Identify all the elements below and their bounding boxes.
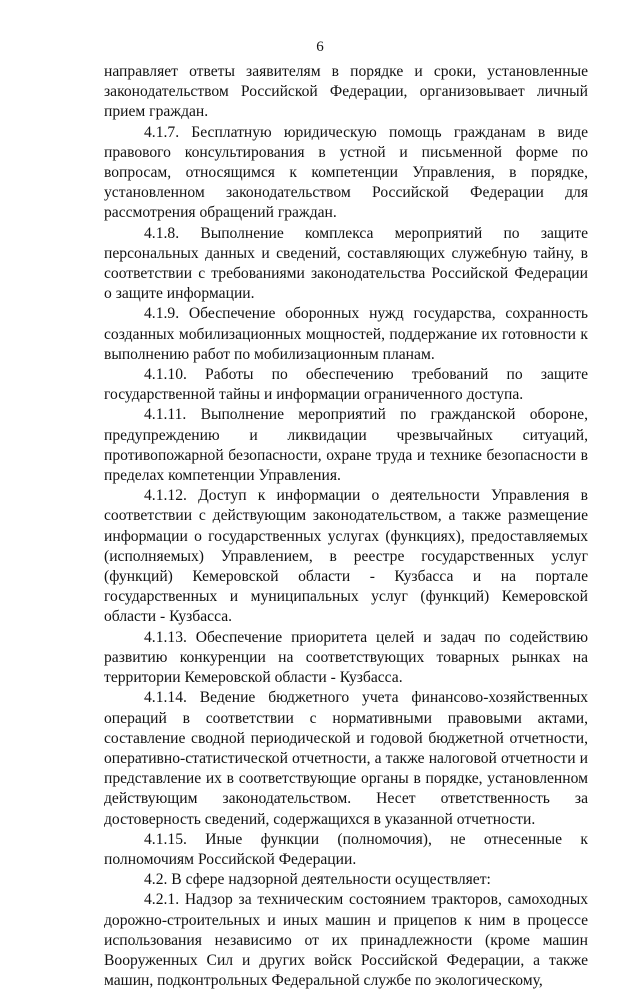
- paragraph-4-1-11: 4.1.11. Выполнение мероприятий по гражданской обороне, предупреждению и ликвидации чрезвычайных ситуаций, противопожарной безопасности, охране труда и технике безопасности в пределах компетенции Управления.: [104, 406, 588, 485]
- paragraph-4-2-1: 4.2.1. Надзор за техническим состоянием тракторов, самоходных дорожно-строительных и иных машин и прицепов к ним в процессе использования независимо от их принадлежности (кроме машин Вооруженных Сил и других войск Российской Федерации, а также машин, подконтрольных Федеральной службе по экологическому,: [104, 891, 588, 990]
- paragraph-4-1-10: 4.1.10. Работы по обеспечению требований по защите государственной тайны и информации ограниченного доступа.: [104, 366, 588, 404]
- paragraph-continuation: направляет ответы заявителям в порядке и сроки, установленные законодательством Российской Федерации, организовывает личный прием граждан.: [104, 63, 588, 121]
- paragraph-4-1-14: 4.1.14. Ведение бюджетного учета финансово-хозяйственных операций в соответствии с нормативными правовыми актами, составление сводной периодической и годовой бюджетной отчетности, оперативно-статистической отчетности, а также налоговой отчетности и представление их в соответствующие органы в порядке, установленном действующим законодательством. Несет ответственность за достоверность сведений, содержащихся в указанной отчетности.: [104, 689, 588, 828]
- paragraph-4-1-7: 4.1.7. Бесплатную юридическую помощь гражданам в виде правового консультирования в устной и письменной форме по вопросам, относящимся к компетенции Управления, в порядке, установленном законодательством Российской Федерации для рассмотрения обращений граждан.: [104, 123, 588, 222]
- paragraph-4-1-13: 4.1.13. Обеспечение приоритета целей и задач по содействию развитию конкуренции на соответствующих товарных рынках на территории Кемеровской области - Кузбасса.: [104, 628, 588, 687]
- page-number: 6: [316, 39, 324, 55]
- paragraph-4-2: 4.2. В сфере надзорной деятельности осуществляет:: [144, 871, 491, 889]
- paragraph-4-1-12: 4.1.12. Доступ к информации о деятельности Управления в соответствии с действующим законодательством, а также размещение информации о государственных услугах (функциях), предоставляемых (исполняемых) Управлением, в реестре государственных услуг (функций) Кемеровской области - Кузбасса и на портале государственных и муниципальных услуг (функций) Кемеровской области - Кузбасса.: [104, 487, 588, 626]
- document-body: [104, 62, 588, 991]
- paragraph-4-1-8: 4.1.8. Выполнение комплекса мероприятий по защите персональных данных и сведений, составляющих служебную тайну, в соответствии с требованиями законодательства Российской Федерации о защите информации.: [104, 224, 588, 303]
- paragraph-4-1-9: 4.1.9. Обеспечение оборонных нужд государства, сохранность созданных мобилизационных мощностей, поддержание их готовности к выполнению работ по мобилизационным планам.: [104, 305, 588, 363]
- paragraph-4-1-15: 4.1.15. Иные функции (полномочия), не отнесенные к полномочиям Российской Федерации.: [104, 830, 588, 868]
